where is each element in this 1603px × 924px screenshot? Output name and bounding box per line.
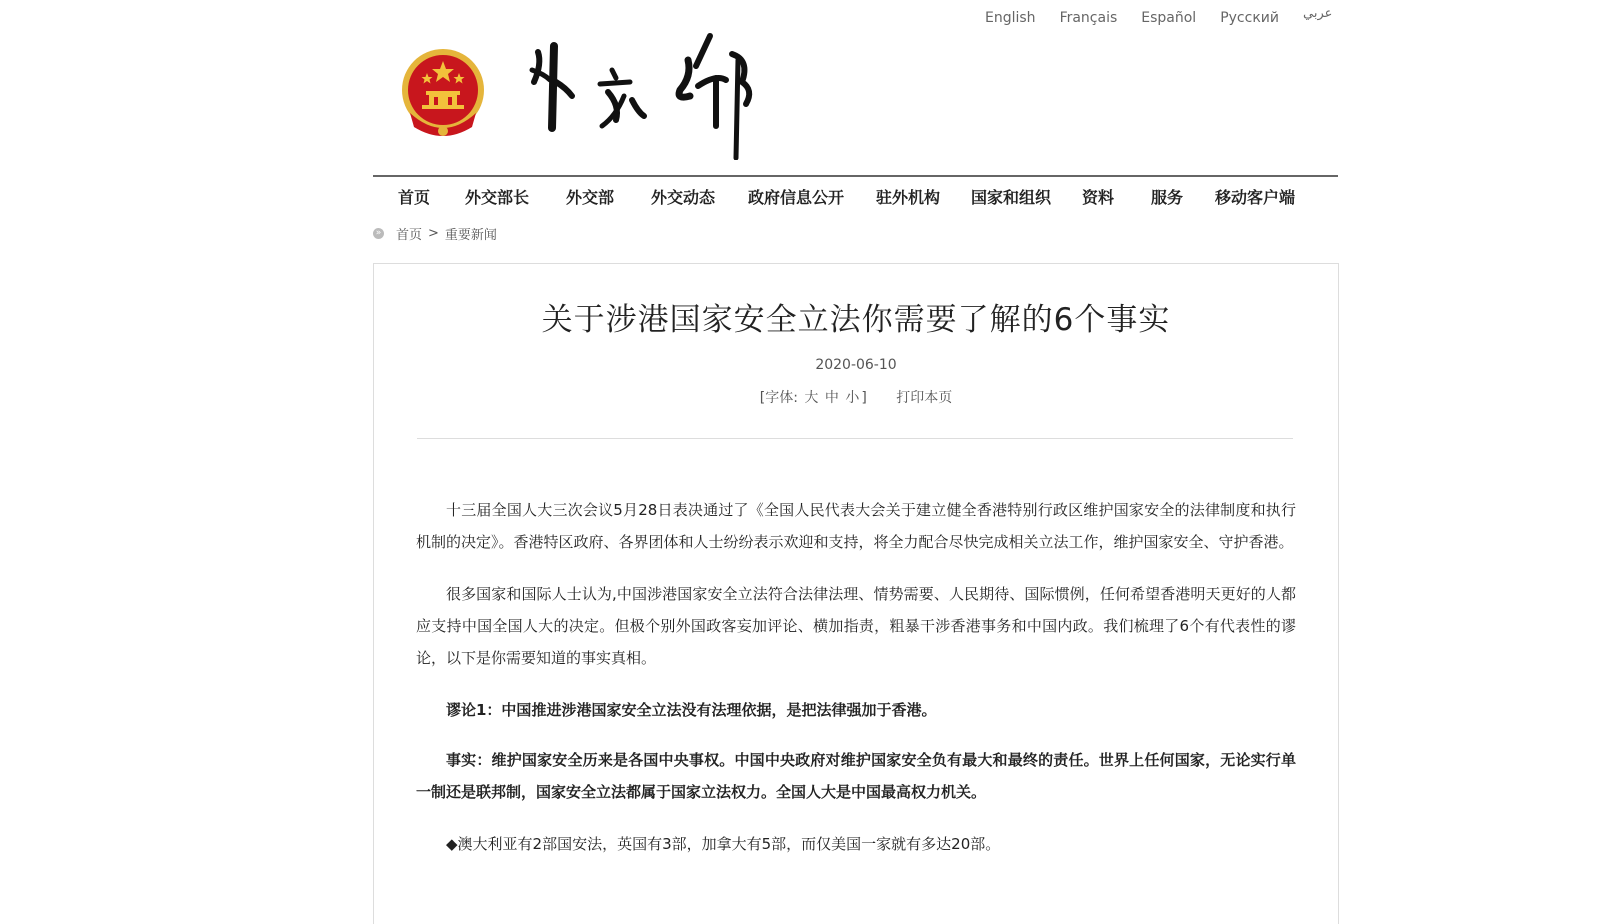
lang-french-link[interactable]: Français — [1059, 10, 1118, 26]
article-panel — [373, 263, 1339, 924]
breadcrumb-home-link[interactable]: 首页 — [396, 228, 423, 243]
national-emblem-logo[interactable] — [400, 47, 486, 139]
font-size-close: ] — [861, 390, 867, 406]
lang-arabic-link[interactable]: عربي — [1302, 6, 1333, 21]
article-tools — [374, 387, 1338, 407]
lang-spanish-link[interactable]: Español — [1141, 10, 1197, 26]
fact-paragraph: 事实：维护国家安全历来是各国中央事权。中国中央政府对维护国家安全负有最大和最终的责任。世界上任何国家，无论实行单一制还是联邦制，国家安全立法都属于国家立法权力。全国人大是中国最高权力机关。 — [416, 751, 1296, 801]
nav-minister[interactable]: 外交部长 — [465, 188, 530, 207]
nav-missions[interactable]: 驻外机构 — [876, 188, 941, 207]
breadcrumb-bullet-icon: » — [373, 228, 384, 239]
article-title: 关于涉港国家安全立法你需要了解的6个事实 — [541, 302, 1171, 338]
font-size-label: [字体: — [759, 390, 798, 406]
nav-countries[interactable]: 国家和组织 — [971, 188, 1052, 207]
nav-home[interactable]: 首页 — [398, 188, 431, 207]
nav-resources[interactable]: 资料 — [1082, 188, 1115, 207]
mfa-calligraphy-logo[interactable] — [520, 30, 780, 160]
lang-russian-link[interactable]: Русский — [1220, 10, 1279, 26]
article-date: 2020-06-10 — [815, 357, 897, 373]
bullet-paragraph: ◆澳大利亚有2部国安法，英国有3部，加拿大有5部，而仅美国一家就有多达20部。 — [446, 835, 1001, 853]
main-nav — [373, 175, 1338, 217]
nav-ministry[interactable]: 外交部 — [566, 188, 615, 207]
print-page-link[interactable]: 打印本页 — [896, 390, 953, 406]
nav-diplomatic-news[interactable]: 外交动态 — [651, 188, 716, 207]
breadcrumb-separator: > — [428, 226, 439, 241]
nav-gov-info[interactable]: 政府信息公开 — [748, 188, 845, 207]
nav-services[interactable]: 服务 — [1151, 188, 1184, 207]
lang-english-link[interactable]: English — [985, 10, 1036, 26]
breadcrumb-current-link[interactable]: 重要新闻 — [444, 228, 497, 243]
nav-mobile-client[interactable]: 移动客户端 — [1215, 188, 1296, 207]
font-large-button[interactable]: 大 — [804, 390, 819, 406]
title-divider — [417, 438, 1293, 439]
font-medium-button[interactable]: 中 — [824, 390, 839, 406]
article-paragraph: 十三届全国人大三次会议5月28日表决通过了《全国人民代表大会关于建立健全香港特别行政区维护国家安全的法律制度和执行机制的决定》。香港特区政府、各界团体和人士纷纷表示欢迎和支持，将全力配合尽快完成相关立法工作，维护国家安全、守护香港。 — [416, 501, 1296, 551]
breadcrumb — [373, 224, 497, 243]
article-body — [416, 494, 1296, 880]
myth-heading: 谬论1：中国推进涉港国家安全立法没有法理依据，是把法律强加于香港。 — [446, 701, 937, 719]
language-bar — [985, 6, 1333, 26]
article-paragraph: 很多国家和国际人士认为,中国涉港国家安全立法符合法律法理、情势需要、人民期待、国际惯例，任何希望香港明天更好的人都应支持中国全国人大的决定。但极个别外国政客妄加评论、横加指责，粗暴干涉香港事务和中国内政。我们梳理了6个有代表性的谬论，以下是你需要知道的事实真相。 — [416, 585, 1296, 667]
font-small-button[interactable]: 小 — [845, 390, 860, 406]
